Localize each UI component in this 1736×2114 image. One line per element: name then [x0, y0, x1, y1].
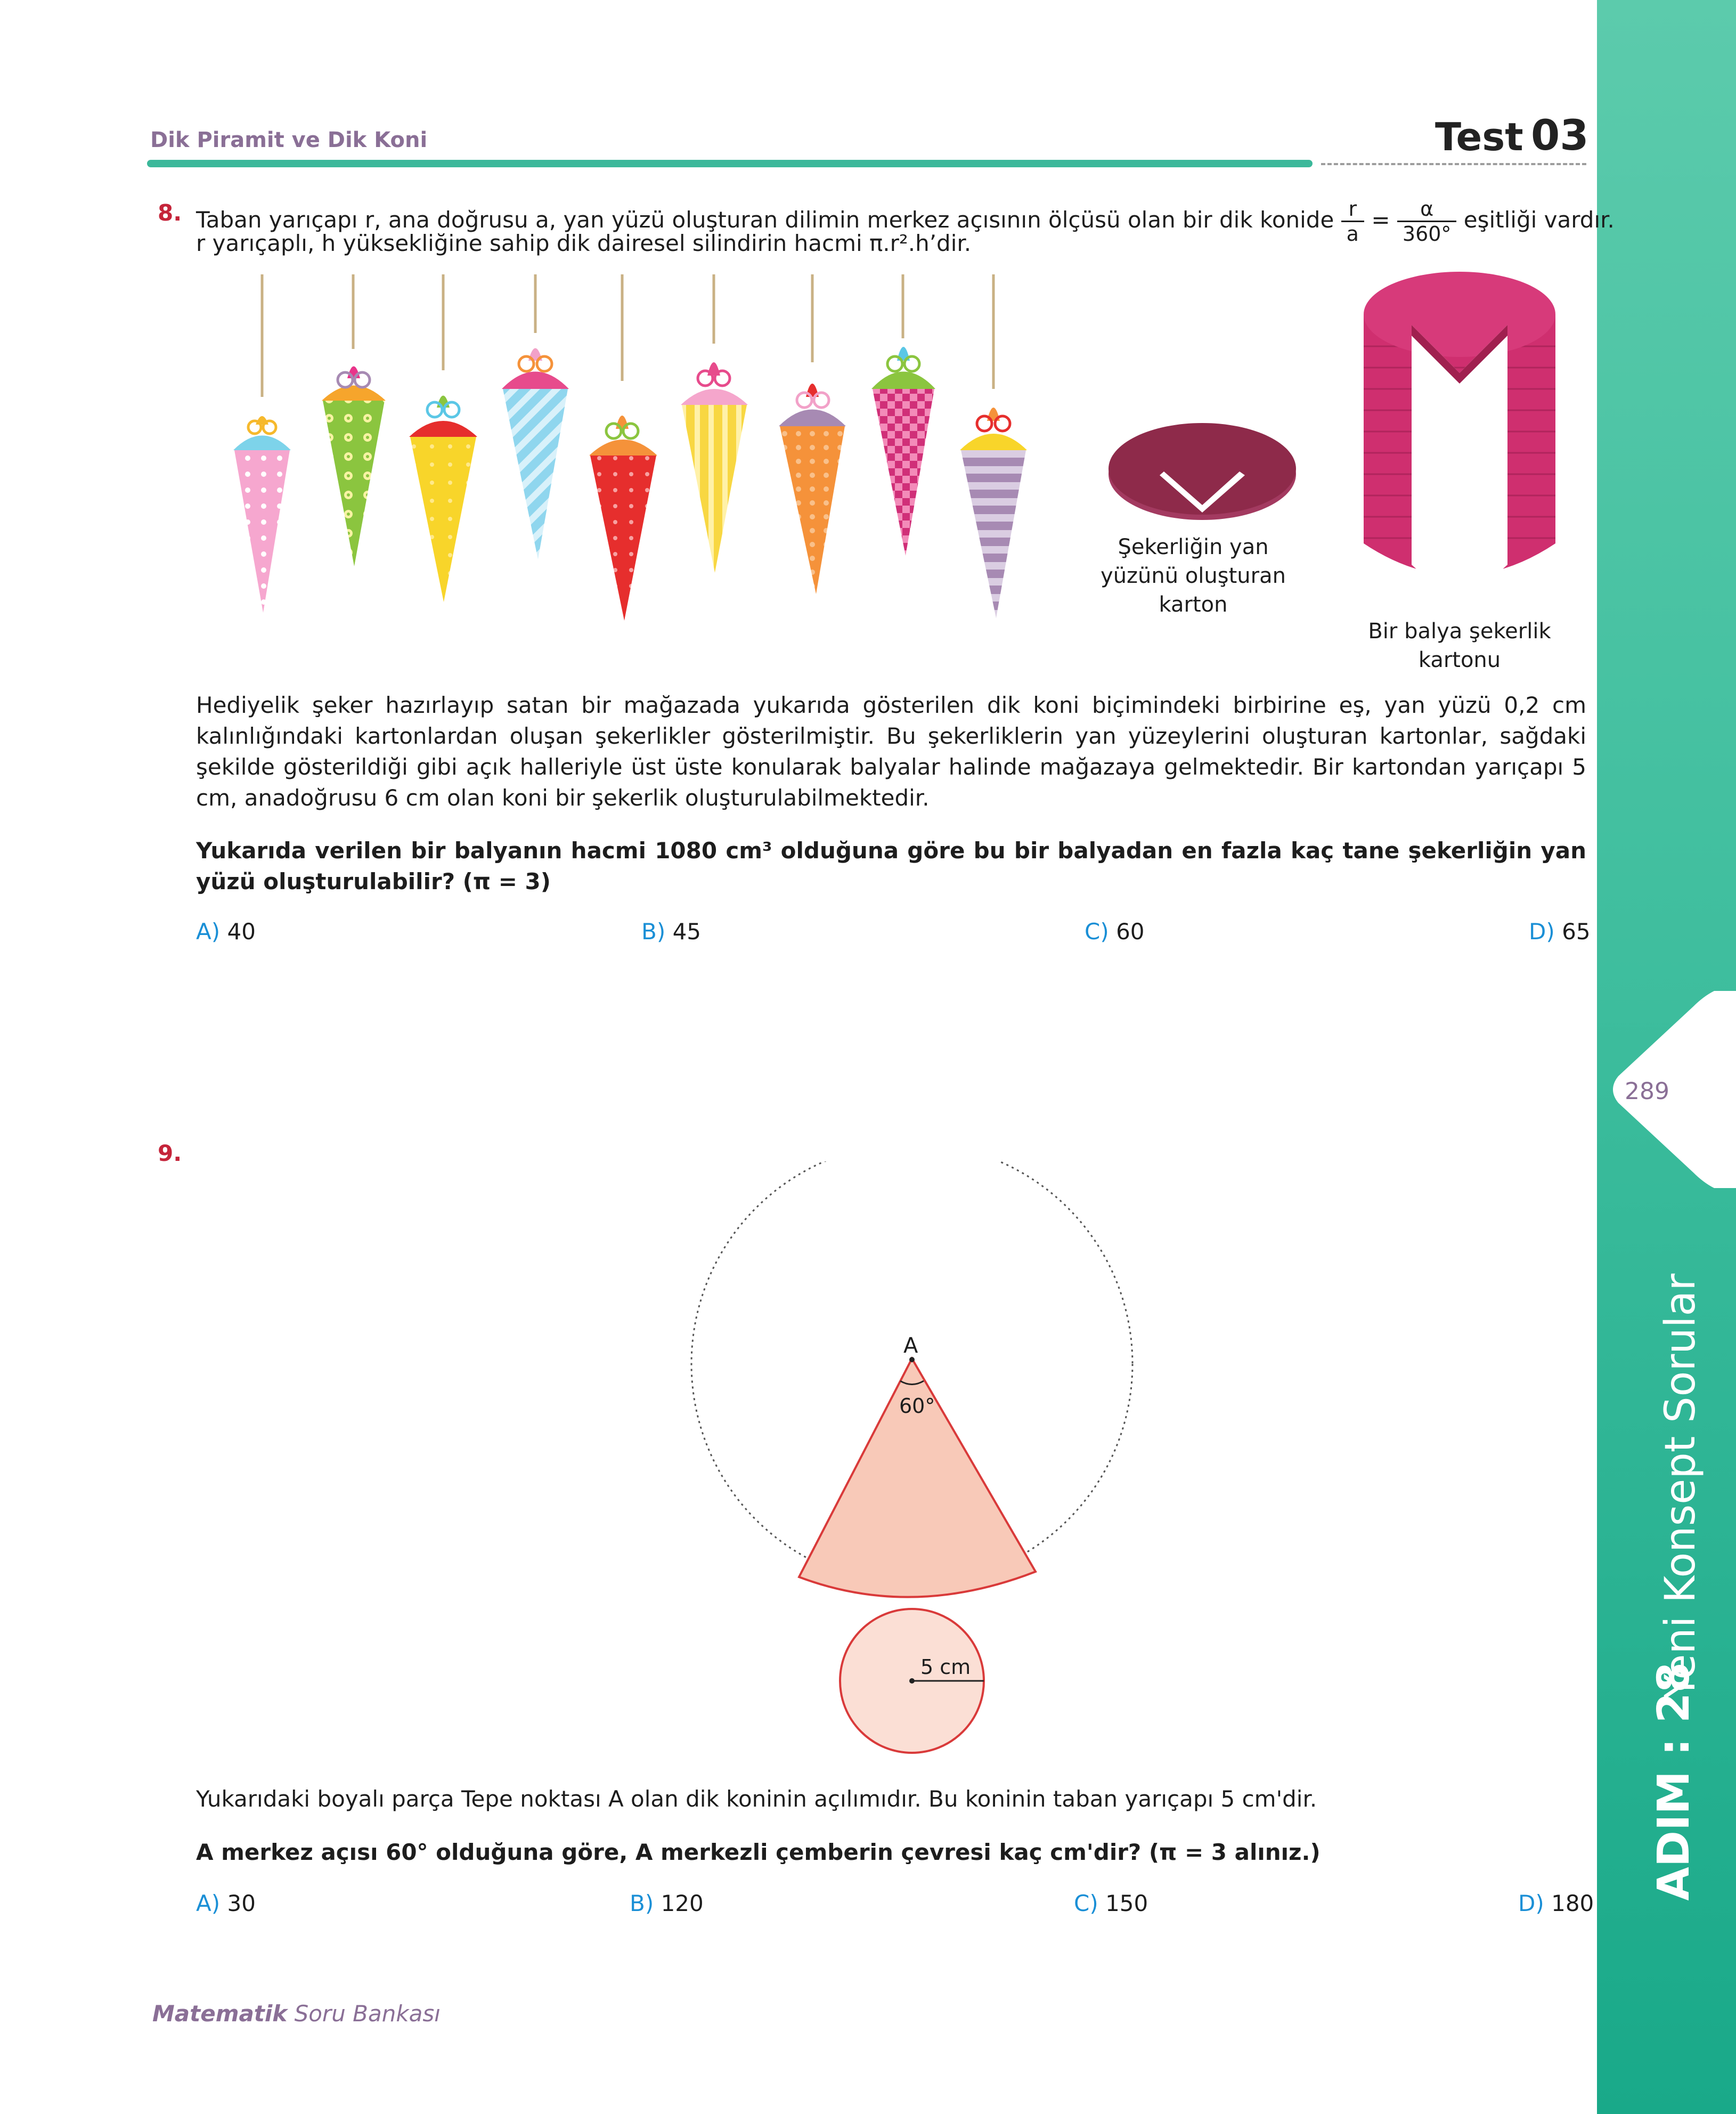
question-number-8: 8.	[158, 200, 182, 226]
q8-option-c[interactable]: C) 60	[1085, 918, 1145, 945]
header-dashed-rule	[1321, 163, 1586, 165]
apex-label: A	[903, 1334, 918, 1358]
fraction-r-over-a: $\frac{r}{a}$	[1341, 197, 1364, 246]
candy-cones-illustration	[224, 274, 1055, 626]
q8-question: Yukarıda verilen bir balyanın hacmi 1080 cm³ olduğuna göre bu bir balyadan en fazla kaç tane şekerliğin yan yüzü oluşturulabilir? (π = 3)	[196, 838, 1586, 895]
cone-2	[322, 274, 386, 566]
q9-option-b[interactable]: B) 120	[630, 1890, 704, 1916]
step-label: ADIM : 28	[1649, 1662, 1699, 1901]
test-number: 03	[1531, 112, 1589, 160]
page-number: 289	[1625, 1078, 1669, 1105]
cone-3	[409, 274, 477, 602]
header-rule	[147, 160, 1313, 167]
q9-option-a[interactable]: A) 30	[196, 1890, 256, 1916]
q8-intro-a: Taban yarıçapı r, ana doğrusu a, yan yüzü oluşturan dilimin merkez açısının ölçüsü olan bir dik konide	[196, 207, 1334, 233]
cone-4	[502, 274, 569, 559]
question-number-9: 9.	[158, 1140, 182, 1166]
q8-option-a[interactable]: A) 40	[196, 918, 256, 945]
q9-option-c[interactable]: C) 150	[1074, 1890, 1148, 1916]
q8-intro-line2: r yarıçaplı, h yüksekliğine sahip dik dairesel silindirin hacmi π.r².h’dir.	[196, 230, 972, 256]
q8-intro-b: eşitliği vardır.	[1463, 207, 1615, 233]
q9-option-d[interactable]: D) 180	[1518, 1890, 1594, 1916]
q8-option-d[interactable]: D) 65	[1529, 918, 1591, 945]
cone-5	[589, 274, 657, 621]
test-label: Test	[1435, 115, 1523, 159]
cone-7	[779, 274, 846, 594]
carton-illustration	[1105, 416, 1300, 527]
cone-6	[681, 274, 748, 573]
caption-carton: Şekerliğin yan yüzünü oluşturan karton	[1101, 535, 1286, 617]
caption-bale: Bir balya şekerlik kartonu	[1368, 619, 1551, 672]
q8-option-b[interactable]: B) 45	[641, 918, 702, 945]
fraction-alpha-over-360: $\frac{\alpha}{360^\circ}$	[1397, 197, 1457, 246]
q8-body: Hediyelik şeker hazırlayıp satan bir mağazada yukarıda gösterilen dik koni biçimindeki birbirine eş, yan yüzü 0,2 cm kalınlığındaki kartonlardan oluşan şekerlikler gösterilmiştir. Bu şekerliklerin yan yüzeylerini oluşturan kartonlar, sağdaki şekilde gösterildiği gibi açık halleriyle üst üste konularak balyalar halinde mağazaya gelmektedir. Bir kartondan yarıçapı 5 cm, anadoğrusu 6 cm olan koni bir şekerlik oluşturulabilmektedir.	[196, 692, 1586, 811]
series-title: Yeni Konsept Sorular	[1657, 1273, 1705, 1700]
footer: Matematik Soru Bankası	[152, 2001, 441, 2027]
cone-net-diagram	[682, 1161, 1151, 1763]
q9-question: A merkez açısı 60° olduğuna göre, A merkezli çemberin çevresi kaç cm'dir? (π = 3 alınız.)	[196, 1839, 1321, 1865]
cone-1	[233, 274, 291, 613]
angle-label: 60°	[899, 1394, 935, 1418]
cone-9	[960, 274, 1027, 618]
q9-body: Yukarıdaki boyalı parça Tepe noktası A olan dik koninin açılımıdır. Bu koninin taban yarıçapı 5 cm'dir.	[196, 1786, 1317, 1812]
bale-illustration	[1361, 266, 1558, 613]
section-title: Dik Piramit ve Dik Koni	[150, 128, 428, 152]
equals-sign: =	[1371, 207, 1390, 233]
radius-label: 5 cm	[920, 1655, 971, 1679]
cone-8	[871, 274, 935, 556]
